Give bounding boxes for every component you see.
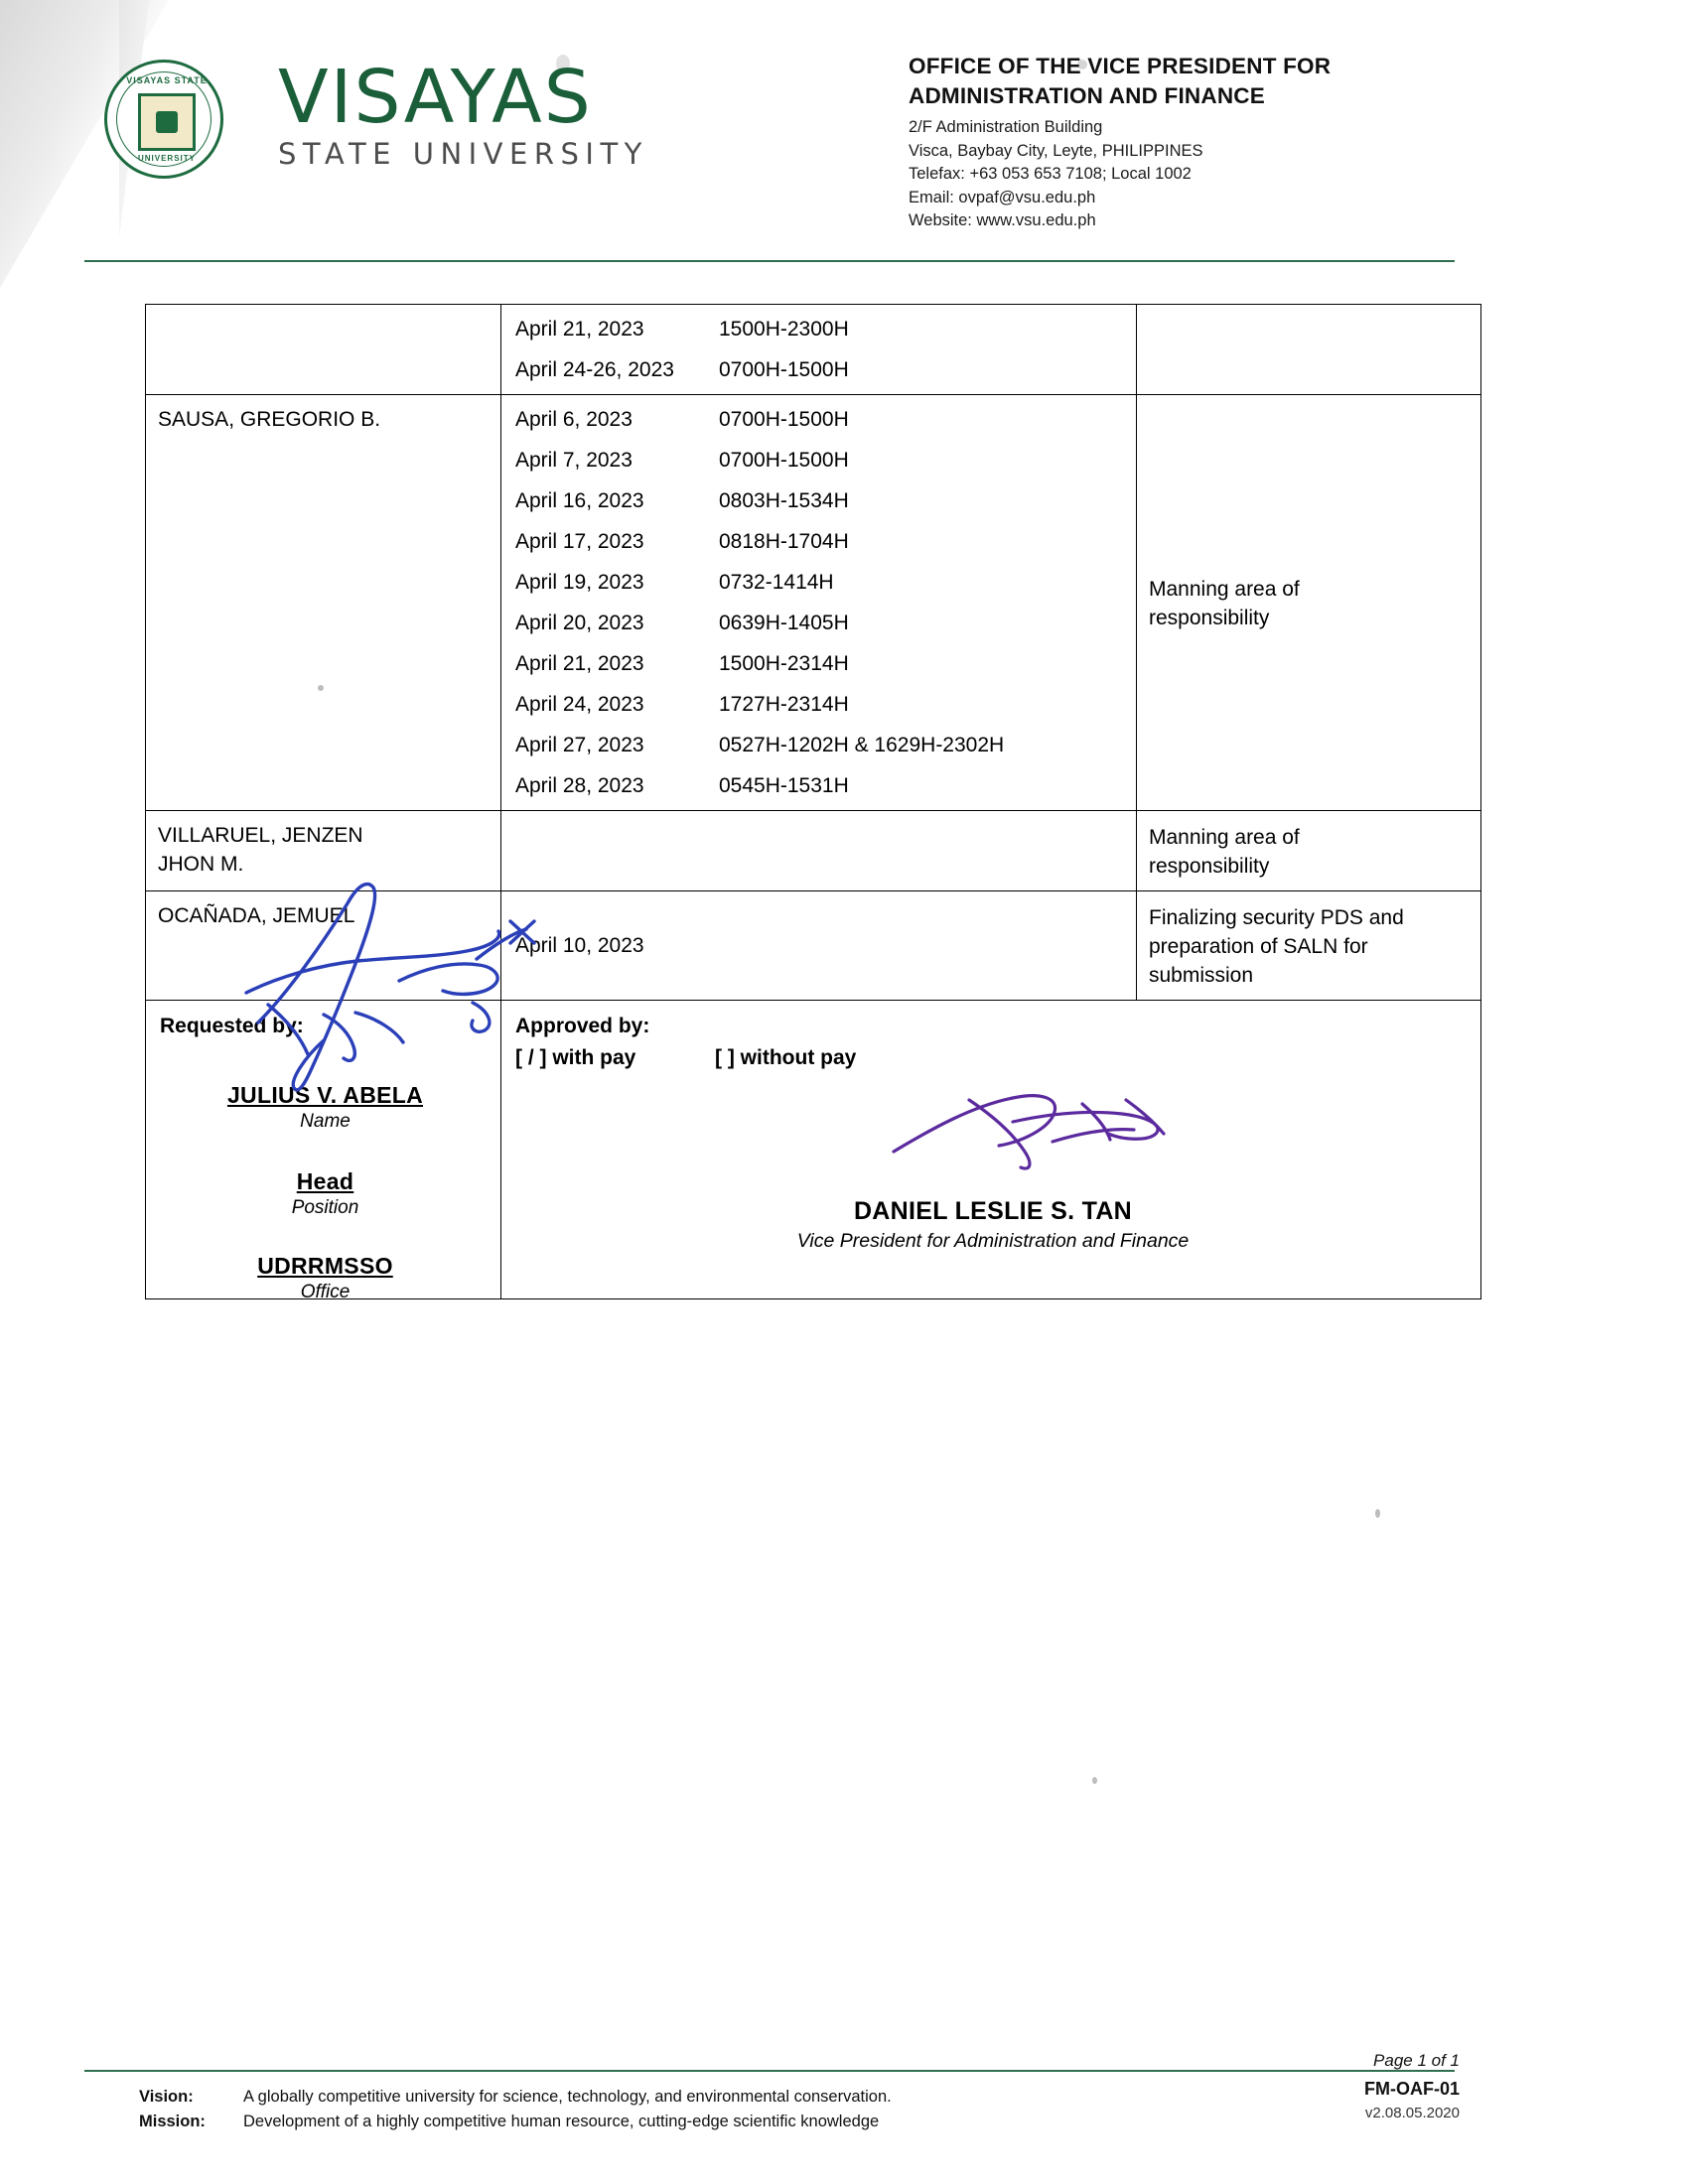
- remarks-text: [1137, 305, 1480, 327]
- mission-label: Mission:: [139, 2113, 206, 2130]
- requester-office: UDRRMSSO: [257, 1253, 393, 1279]
- schedule-date: April 20, 2023: [515, 612, 644, 634]
- requester-name: JULIUS V. ABELA: [226, 1082, 424, 1108]
- schedule-entry: [501, 349, 1136, 390]
- personnel-name: [146, 305, 500, 325]
- personnel-name-cell: [146, 305, 501, 395]
- office-info: [909, 52, 1465, 233]
- letterhead: [0, 0, 1688, 270]
- seal-top-text: VISAYAS STATE: [126, 75, 208, 85]
- schedule-time: 0732-1414H: [719, 571, 834, 594]
- schedule-entry: [501, 684, 1136, 725]
- schedule-cell: [501, 811, 1137, 891]
- document-footer: [139, 2051, 1460, 2134]
- personnel-name-cell: [146, 395, 501, 811]
- wordmark-line2: STATE UNIVERSITY: [278, 137, 648, 171]
- personnel-name: OCAÑADA, JEMUEL: [158, 904, 355, 927]
- requester-position: Head: [296, 1168, 354, 1194]
- page-number: Page 1 of 1: [1373, 2051, 1460, 2070]
- personnel-name: SAUSA, GREGORIO B.: [158, 408, 381, 431]
- table-row: [146, 811, 1481, 891]
- schedule-cell: [501, 891, 1137, 1001]
- header-divider: [84, 260, 1455, 262]
- schedule-date: April 7, 2023: [515, 449, 633, 472]
- schedule-entry: [501, 643, 1136, 684]
- schedule-date: April 17, 2023: [515, 530, 644, 553]
- schedule-time: 1500H-2314H: [719, 652, 849, 675]
- schedule-date: April 16, 2023: [515, 489, 644, 512]
- office-email: Email: ovpaf@vsu.edu.ph: [909, 188, 1096, 206]
- schedule-time: 0545H-1531H: [719, 774, 849, 797]
- schedule-entry: [501, 480, 1136, 521]
- remarks-text: Finalizing security PDS and preparation of SALN for submission: [1149, 906, 1404, 987]
- schedule-date: April 21, 2023: [515, 318, 644, 341]
- schedule-empty: [501, 811, 1136, 860]
- vision-text: A globally competitive university for science, technology, and environmental conservation.: [243, 2088, 892, 2106]
- form-code: FM-OAF-01: [1364, 2079, 1460, 2099]
- office-telefax: Telefax: +63 053 653 7108; Local 1002: [909, 165, 1192, 183]
- schedule-entry: [501, 562, 1136, 603]
- remarks-cell: [1137, 305, 1481, 395]
- schedule-entry: [501, 725, 1136, 765]
- schedule-date: April 27, 2023: [515, 734, 644, 756]
- schedule-entry: [501, 309, 1136, 349]
- schedule-time: 0700H-1500H: [719, 449, 849, 472]
- schedule-time: 0527H-1202H & 1629H-2302H: [719, 734, 1005, 756]
- personnel-name: VILLARUEL, JENZEN JHON M.: [158, 824, 363, 876]
- seal-bottom-text: UNIVERSITY: [137, 154, 196, 163]
- schedule-entry: [501, 603, 1136, 643]
- approver-name: DANIEL LESLIE S. TAN: [853, 1197, 1133, 1225]
- office-address-line1: 2/F Administration Building: [909, 118, 1103, 136]
- signature-row: [146, 1001, 1481, 1299]
- schedule-time: 0803H-1534H: [719, 489, 849, 512]
- schedule-time: 0700H-1500H: [719, 358, 849, 381]
- remarks-cell: [1137, 395, 1481, 811]
- requester-position-caption: Position: [291, 1197, 359, 1218]
- office-title-line1: OFFICE OF THE VICE PRESIDENT FOR: [909, 54, 1332, 78]
- schedule-time: 0700H-1500H: [719, 408, 849, 431]
- approver-title: Vice President for Administration and Finance: [796, 1230, 1190, 1252]
- schedule-time: 1727H-2314H: [719, 693, 849, 716]
- remarks-cell: [1137, 891, 1481, 1001]
- approved-by-cell: [501, 1001, 1481, 1299]
- schedule-entry: [501, 399, 1136, 440]
- schedule-cell: [501, 395, 1137, 811]
- office-address-line2: Visca, Baybay City, Leyte, PHILIPPINES: [909, 141, 1203, 160]
- schedule-single-date: April 10, 2023: [515, 934, 644, 957]
- scan-speck: [1375, 1509, 1380, 1518]
- university-wordmark: [278, 55, 652, 171]
- remarks-text: Manning area of responsibility: [1149, 578, 1300, 629]
- remarks-cell: [1137, 811, 1481, 891]
- schedule-date: April 6, 2023: [515, 408, 633, 431]
- wordmark-line1: VISAYAS: [278, 55, 593, 140]
- requested-by-cell: [146, 1001, 501, 1302]
- requester-name-caption: Name: [300, 1111, 351, 1132]
- remarks-text: Manning area of responsibility: [1149, 826, 1300, 878]
- personnel-name-cell: [146, 891, 501, 1001]
- requester-office-caption: Office: [300, 1282, 351, 1302]
- schedule-date: April 28, 2023: [515, 774, 644, 797]
- personnel-name-cell: [146, 811, 501, 891]
- requested-by-label: Requested by:: [160, 1015, 304, 1037]
- table-row: [146, 891, 1481, 1001]
- table-row: [146, 395, 1481, 811]
- office-website: Website: www.vsu.edu.ph: [909, 211, 1096, 229]
- schedule-date: April 24-26, 2023: [515, 358, 674, 381]
- office-title-line2: ADMINISTRATION AND FINANCE: [909, 83, 1265, 108]
- schedule-date: April 21, 2023: [515, 652, 644, 675]
- university-seal-logo: [104, 60, 228, 184]
- schedule-entry: [501, 440, 1136, 480]
- approved-by-label: Approved by:: [515, 1015, 650, 1037]
- schedule-entry: [501, 765, 1136, 806]
- schedule-entry: [501, 521, 1136, 562]
- schedule-time: 0639H-1405H: [719, 612, 849, 634]
- form-revision: v2.08.05.2020: [1364, 2105, 1460, 2121]
- mission-text: Development of a highly competitive human resource, cutting-edge scientific knowledge: [243, 2113, 880, 2130]
- schedule-date: April 24, 2023: [515, 693, 644, 716]
- duty-schedule-table: [145, 304, 1481, 1302]
- scan-speck: [1092, 1777, 1097, 1784]
- schedule-cell: [501, 305, 1137, 395]
- schedule-date: April 19, 2023: [515, 571, 644, 594]
- schedule-time: 0818H-1704H: [719, 530, 849, 553]
- vision-label: Vision:: [139, 2088, 194, 2106]
- without-pay-checkbox[interactable]: [ ] without pay: [715, 1046, 857, 1069]
- schedule-time: 1500H-2300H: [719, 318, 849, 341]
- table-row: [146, 305, 1481, 395]
- with-pay-checkbox[interactable]: [ / ] with pay: [515, 1046, 636, 1069]
